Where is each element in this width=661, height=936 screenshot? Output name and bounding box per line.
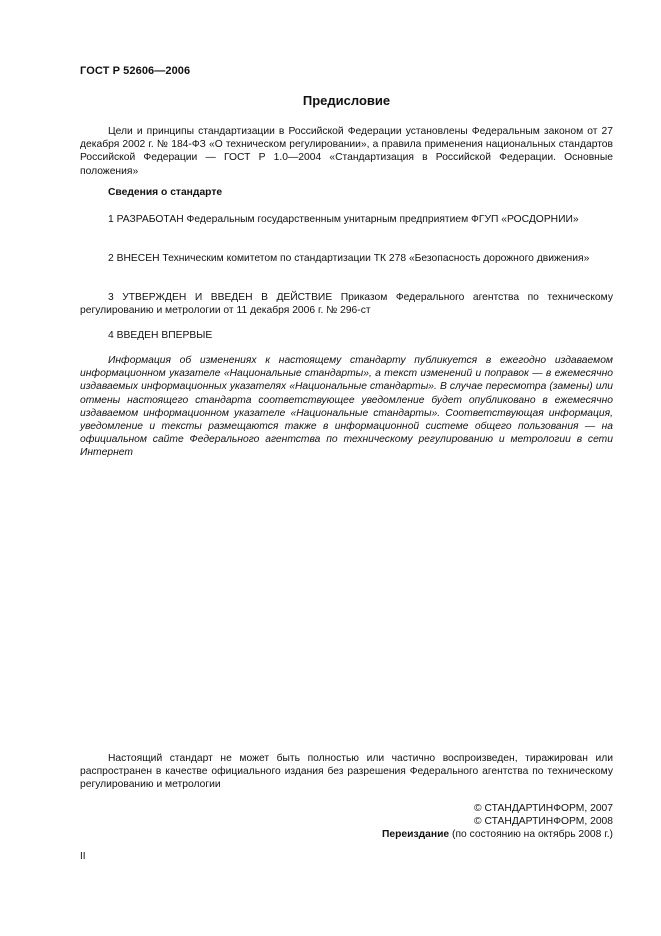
copyright-2007: © СТАНДАРТИНФОРМ, 2007	[474, 803, 613, 814]
reissue-label: Переиздание	[382, 829, 450, 840]
page-title: Предисловие	[302, 93, 391, 108]
item-3: 3 УТВЕРЖДЕН И ВВЕДЕН В ДЕЙСТВИЕ Приказом Федерального агентства по техническому регулированию и метрологии от 11 декабря 2006 г. № 296-ст	[80, 292, 613, 317]
intro-paragraph: Цели и принципы стандартизации в Российской Федерации установлены Федеральным законом от 27 декабря 2002 г. № 184-ФЗ «О техническом регулировании», а правила применения национальных стандартов Российской Федерации — ГОСТ Р 1.0—2004 «Стандартизация в Российской Федерации. Основные положения»	[80, 126, 613, 177]
reissue-note: (по состоянию на октябрь 2008 г.)	[452, 829, 613, 840]
item-4: 4 ВВЕДЕН ВПЕРВЫЕ	[108, 330, 213, 341]
copyright-2008: © СТАНДАРТИНФОРМ, 2008	[474, 816, 613, 827]
page-number: II	[80, 851, 86, 862]
reissue-line	[382, 828, 613, 841]
info-notice: Информация об изменениях к настоящему стандарту публикуется в ежегодно издаваемом информационном указателе «Национальные стандарты», а текст изменений и поправок — в ежемесячно издаваемых информационных указателях «Национальные стандарты». В случае пересмотра (замены) или отмены настоящего стандарта соответствующее уведомление будет опубликовано в ежемесячно издаваемом информационном указателе «Национальные стандарты». Соответствующая информация, уведомление и тексты размещаются также в информационной системе общего пользования — на официальном сайте Федерального агентства по техническому регулированию и метрологии в сети Интернет	[80, 355, 613, 459]
item-1: 1 РАЗРАБОТАН Федеральным государственным унитарным предприятием ФГУП «РОСДОРНИИ»	[108, 214, 579, 225]
document-code: ГОСТ Р 52606—2006	[80, 65, 191, 77]
section-heading: Сведения о стандарте	[108, 187, 223, 198]
item-2: 2 ВНЕСЕН Техническим комитетом по стандартизации ТК 278 «Безопасность дорожного движения»	[108, 253, 590, 264]
reproduction-notice: Настоящий стандарт не может быть полностью или частично воспроизведен, тиражирован или распространен в качестве официального издания без разрешения Федерального агентства по техническому регулированию и метрологии	[80, 753, 613, 791]
